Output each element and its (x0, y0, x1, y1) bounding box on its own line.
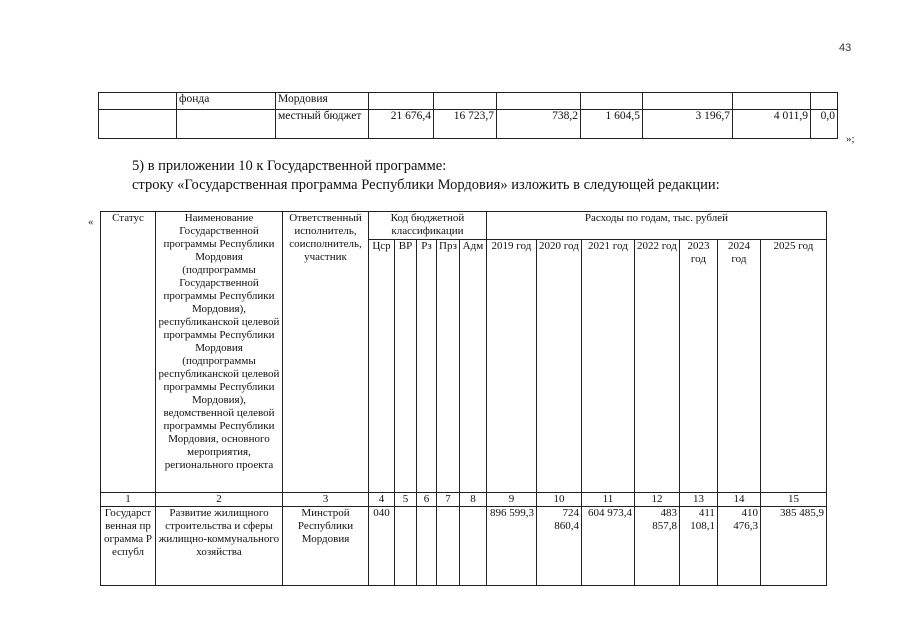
header-code-adm: Адм (459, 240, 486, 493)
header-year-2025: 2025 год (760, 240, 826, 493)
header-year-2024: 2024 год (717, 240, 760, 493)
top-table-value: 3 196,7 (643, 110, 733, 139)
row-program-name: Развитие жилищного строительства и сферы жилищно-коммунального хозяйства (156, 507, 283, 586)
header-year-2021: 2021 год (581, 240, 634, 493)
closing-quote: »; (846, 133, 855, 145)
column-number: 9 (486, 493, 536, 507)
header-program-name: Наименование Государственной программы Республики Мордовия (подпрограммы Государственной программы Республики Мордовия), республиканской целевой программы Республики Мордовия (подпрограммы республиканской целевой программы Республики Мордовия), ведомственной целевой программы Республики Мордовия, основного мероприятия, регионального проекта (156, 212, 283, 493)
row-code-rz (417, 507, 437, 586)
paragraph-instruction: строку «Государственная программа Республики Мордовия» изложить в следующей редакции: (132, 177, 720, 193)
row-value-2024: 410 476,3 (717, 507, 760, 586)
header-code-rz: Рз (417, 240, 437, 493)
top-table-cell-fund: фонда (177, 93, 276, 110)
row-code-vr (395, 507, 417, 586)
row-value-2025: 385 485,9 (760, 507, 826, 586)
header-year-2019: 2019 год (486, 240, 536, 493)
top-table-value: 738,2 (497, 110, 581, 139)
row-value-2023: 411 108,1 (679, 507, 717, 586)
column-number: 3 (283, 493, 369, 507)
header-year-2023: 2023 год (679, 240, 717, 493)
header-code-vr: ВР (395, 240, 417, 493)
column-number: 1 (101, 493, 156, 507)
column-number: 7 (437, 493, 460, 507)
column-number: 6 (417, 493, 437, 507)
top-table-value: 21 676,4 (369, 110, 434, 139)
header-budget-code: Код бюджетной классификации (369, 212, 487, 240)
opening-quote: « (88, 216, 94, 228)
header-year-2020: 2020 год (536, 240, 581, 493)
top-table-value: 4 011,9 (733, 110, 811, 139)
column-number: 5 (395, 493, 417, 507)
top-table-cell-local-budget: местный бюджет (276, 110, 369, 139)
row-code-adm (459, 507, 486, 586)
row-executor: Минстрой Республики Мордовия (283, 507, 369, 586)
top-table-value: 0,0 (811, 110, 838, 139)
header-status: Статус (101, 212, 156, 493)
row-status: Государственная программа Республ (101, 507, 156, 586)
column-number: 15 (760, 493, 826, 507)
row-value-2022: 483 857,8 (634, 507, 679, 586)
column-number: 8 (459, 493, 486, 507)
top-table-fragment (98, 92, 838, 139)
row-code-csr: 040 (369, 507, 395, 586)
column-number: 14 (717, 493, 760, 507)
top-table-cell-region: Мордовия (276, 93, 369, 110)
header-expenses: Расходы по годам, тыс. рублей (486, 212, 826, 240)
row-value-2020: 724 860,4 (536, 507, 581, 586)
paragraph-appendix: 5) в приложении 10 к Государственной программе: (132, 158, 447, 174)
row-value-2021: 604 973,4 (581, 507, 634, 586)
column-number: 10 (536, 493, 581, 507)
header-executor: Ответственный исполнитель, соисполнитель, участник (283, 212, 369, 493)
header-code-csr: Цср (369, 240, 395, 493)
column-number: 12 (634, 493, 679, 507)
top-table-value: 16 723,7 (434, 110, 497, 139)
column-number: 4 (369, 493, 395, 507)
row-value-2019: 896 599,3 (486, 507, 536, 586)
row-code-prz (437, 507, 460, 586)
column-number: 11 (581, 493, 634, 507)
column-number: 2 (156, 493, 283, 507)
header-code-prz: Прз (437, 240, 460, 493)
header-year-2022: 2022 год (634, 240, 679, 493)
page-number: 43 (839, 42, 852, 54)
column-number: 13 (679, 493, 717, 507)
top-table-value: 1 604,5 (581, 110, 643, 139)
main-table (100, 211, 827, 586)
